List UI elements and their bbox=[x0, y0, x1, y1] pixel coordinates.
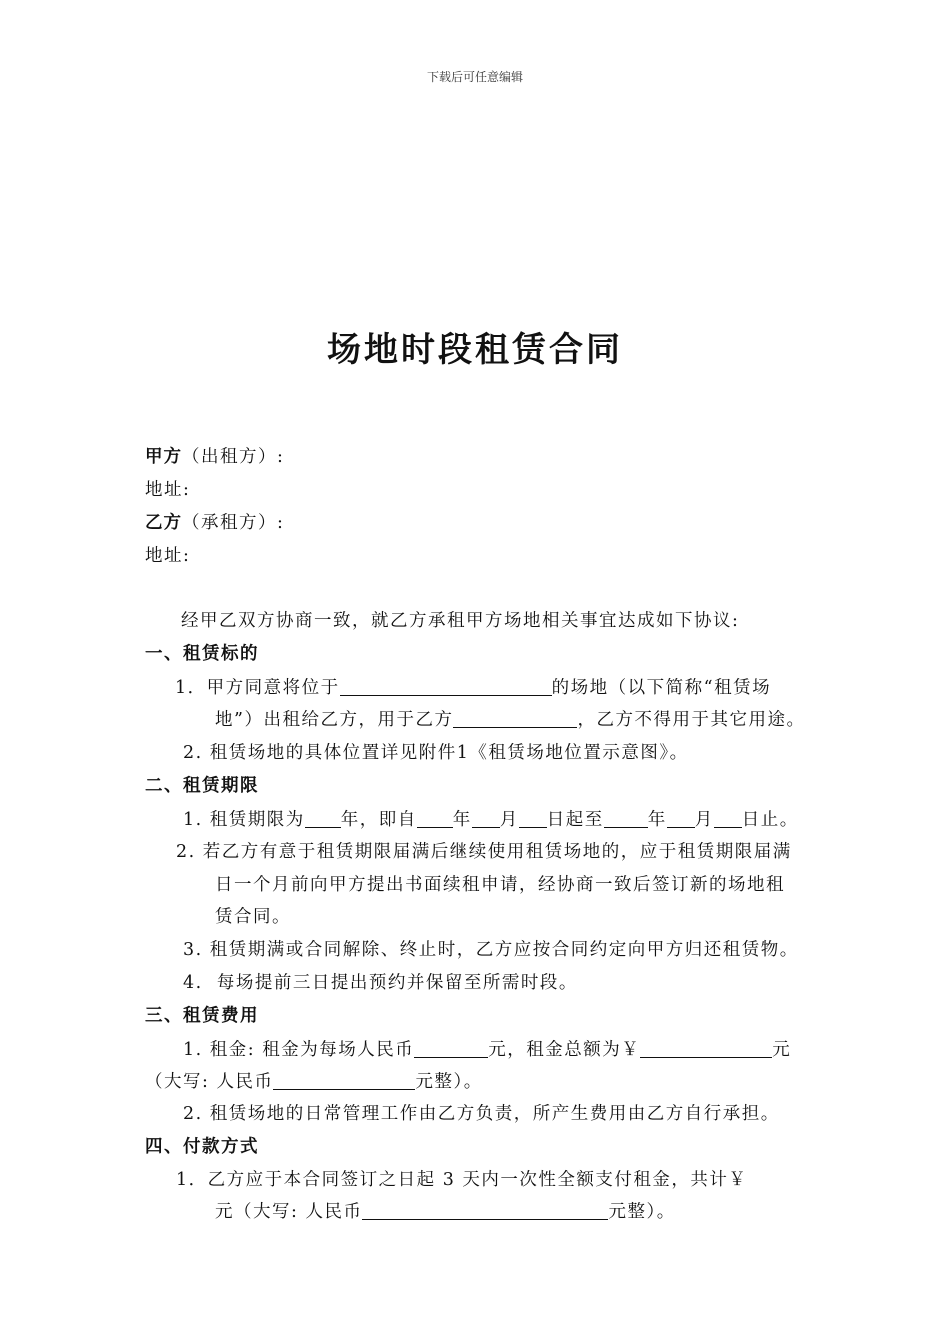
blank-end-year bbox=[604, 810, 648, 829]
blank-years bbox=[305, 810, 341, 829]
blank-total-fee-words bbox=[273, 1072, 415, 1091]
section-2-heading: 二、租赁期限 bbox=[145, 776, 259, 796]
section-4-item-1-line-2: 元（大写: 人民币 元整）。 bbox=[215, 1202, 676, 1222]
section-2-item-1: 1. 租赁期限为 年，即自 年 月 日起至 年 月 日止。 bbox=[183, 810, 799, 830]
party-a-role: （出租方）: bbox=[182, 447, 285, 467]
party-b-label: 乙方 bbox=[145, 513, 182, 533]
section-1-item-1-line-1: 1．甲方同意将位于 的场地（以下简称“租赁场 bbox=[175, 678, 772, 698]
blank-location bbox=[340, 678, 552, 697]
blank-start-year bbox=[417, 810, 453, 829]
blank-start-day bbox=[519, 810, 547, 829]
party-a-address: 地址: bbox=[145, 480, 191, 500]
blank-end-day bbox=[714, 810, 742, 829]
blank-total-fee bbox=[640, 1040, 772, 1059]
section-3-heading: 三、租赁费用 bbox=[145, 1006, 259, 1026]
blank-end-month bbox=[667, 810, 695, 829]
section-1-item-1-line-2: 地”）出租给乙方，用于乙方 ，乙方不得用于其它用途。 bbox=[215, 710, 806, 730]
section-2-item-2-line-2: 日一个月前向甲方提出书面续租申请，经协商一致后签订新的场地租 bbox=[215, 875, 785, 895]
section-2-item-2-line-3: 赁合同。 bbox=[215, 907, 291, 927]
party-b-role: （承租方）: bbox=[182, 513, 285, 533]
party-a-line bbox=[145, 443, 284, 468]
section-2-item-4: 4. 每场提前三日提出预约并保留至所需时段。 bbox=[183, 973, 578, 993]
section-2-item-2-line-1: 2. 若乙方有意于租赁期限届满后继续使用租赁场地的，应于租赁期限届满 bbox=[176, 842, 792, 862]
section-4-heading: 四、付款方式 bbox=[145, 1137, 259, 1157]
party-a-label: 甲方 bbox=[145, 447, 182, 467]
section-1-item-2: 2. 租赁场地的具体位置详见附件1《租赁场地位置示意图》。 bbox=[183, 743, 689, 763]
blank-payment-words bbox=[362, 1202, 608, 1221]
party-b-address: 地址: bbox=[145, 546, 191, 566]
intro-paragraph: 经甲乙双方协商一致，就乙方承租甲方场地相关事宜达成如下协议: bbox=[181, 611, 740, 631]
blank-per-session-fee bbox=[414, 1040, 488, 1059]
section-4-item-1-line-1: 1．乙方应于本合同签订之日起 3 天内一次性全额支付租金，共计￥ bbox=[176, 1170, 748, 1190]
section-2-item-3: 3. 租赁期满或合同解除、终止时，乙方应按合同约定向甲方归还租赁物。 bbox=[183, 940, 799, 960]
blank-usage bbox=[453, 710, 577, 729]
party-b-line bbox=[145, 509, 284, 534]
contract-title: 场地时段租赁合同 bbox=[327, 330, 623, 370]
header-note: 下载后可任意编辑 bbox=[426, 70, 523, 84]
section-3-item-1-line-2: （大写: 人民币 元整）。 bbox=[145, 1072, 483, 1092]
section-3-item-1-line-1: 1. 租金: 租金为每场人民币 元，租金总额为￥ 元 bbox=[183, 1040, 792, 1060]
blank-start-month bbox=[472, 810, 500, 829]
section-1-heading: 一、租赁标的 bbox=[145, 644, 259, 664]
section-3-item-2: 2. 租赁场地的日常管理工作由乙方负责，所产生费用由乙方自行承担。 bbox=[183, 1104, 780, 1124]
